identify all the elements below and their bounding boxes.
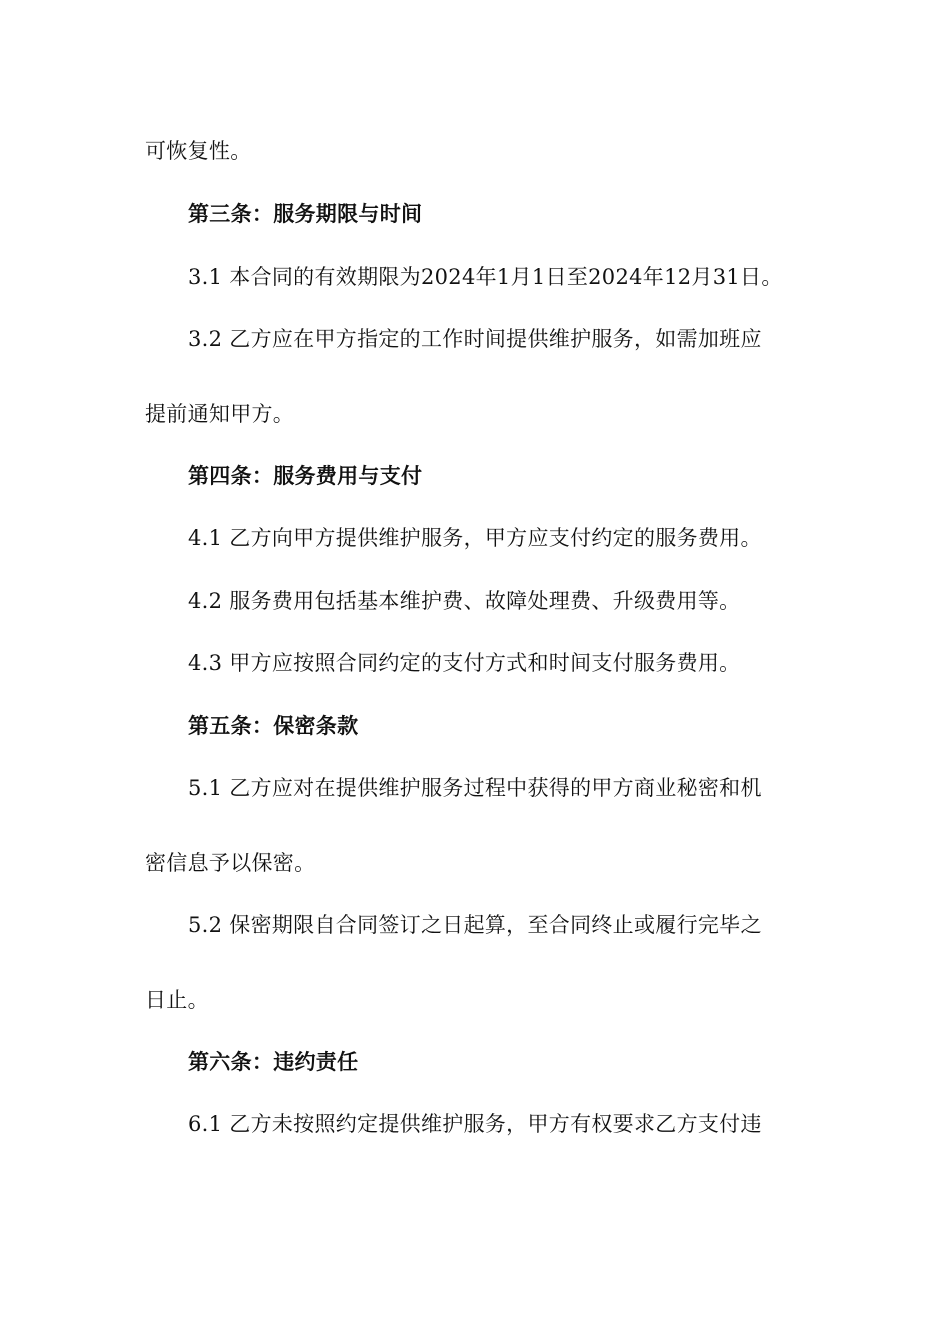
clause-3-2: 3.2 乙方应在甲方指定的工作时间提供维护服务，如需加班应 [188,327,762,351]
clause-5-2-continuation: 日止。 [145,988,209,1012]
clause-6-1: 6.1 乙方未按照约定提供维护服务，甲方有权要求乙方支付违 [188,1112,762,1136]
section-heading-6: 第六条：违约责任 [188,1050,359,1074]
section-heading-3: 第三条：服务期限与时间 [188,202,423,226]
clause-3-1: 3.1 本合同的有效期限为2024年1月1日至2024年12月31日。 [188,265,783,289]
clause-5-2: 5.2 保密期限自合同签订之日起算，至合同终止或履行完毕之 [188,913,762,937]
section-heading-5: 第五条：保密条款 [188,714,359,738]
clause-5-1: 5.1 乙方应对在提供维护服务过程中获得的甲方商业秘密和机 [188,776,762,800]
clause-4-3: 4.3 甲方应按照合同约定的支付方式和时间支付服务费用。 [188,651,741,675]
clause-4-2: 4.2 服务费用包括基本维护费、故障处理费、升级费用等。 [188,589,741,613]
clause-5-1-continuation: 密信息予以保密。 [145,851,316,875]
paragraph-continuation: 可恢复性。 [145,139,252,163]
clause-3-2-continuation: 提前通知甲方。 [145,402,295,426]
clause-4-1: 4.1 乙方向甲方提供维护服务，甲方应支付约定的服务费用。 [188,526,762,550]
section-heading-4: 第四条：服务费用与支付 [188,464,423,488]
